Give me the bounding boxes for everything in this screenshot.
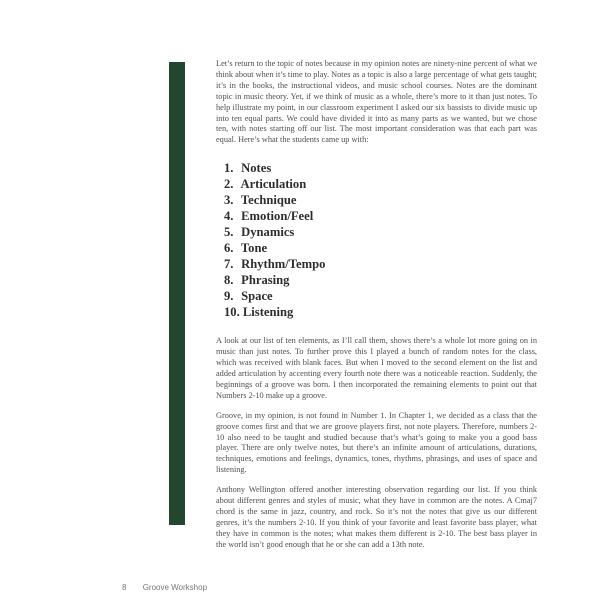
list-item-label: Articulation	[240, 177, 307, 192]
page-footer	[122, 583, 207, 592]
list-item	[224, 160, 537, 176]
intro-paragraph: Let’s return to the topic of notes because in my opinion notes are ninety-nine percent of what we think about when it’s time to play. Notes as a topic is also a large percentage of what gets taught; it’s in the books, the instructional videos, and music school courses. Notes are the dominant topic in music theory. Yet, if we think of music as a whole, there’s more to it than just notes. To help illustrate my point, in our classroom experiment I asked our six bassists to divide music up into ten equal parts. We could have divided it into as many parts as we wanted, but we chose ten, with notes starting off our list. The most important consideration was that each part was equal. Here’s what the students came up with:	[216, 59, 537, 145]
list-item-label: Dynamics	[241, 225, 295, 240]
list-item-number: 3.	[224, 193, 234, 208]
list-item-number: 8.	[224, 273, 234, 288]
page-content	[216, 59, 537, 551]
list-item-number: 9.	[224, 289, 234, 304]
list-item-label: Tone	[240, 241, 268, 256]
list-item	[224, 304, 537, 320]
list-item	[224, 176, 537, 192]
list-item	[224, 272, 537, 288]
list-item-number: 7.	[224, 257, 234, 272]
list-item	[224, 256, 537, 272]
page-number: 8	[122, 583, 127, 592]
list-item-number: 4.	[224, 209, 234, 224]
groove-paragraph: Groove, in my opinion, is not found in Number 1. In Chapter 1, we decided as a class that the groove comes first and that we are groove players first, not note players. Therefore, numbers 2-10 also need to be taught and studied because that’s what’s going to make you a good bass player. There are only twelve notes, but there’s an infinite amount of articulations, durations, techniques, emotions and feelings, dynamics, tones, rhythms, phrasings, and uses of space and listening.	[216, 410, 537, 475]
list-item	[224, 288, 537, 304]
list-item-number: 1.	[224, 161, 234, 176]
list-item-label: Space	[241, 289, 273, 304]
list-item-label: Technique	[240, 193, 297, 208]
chapter-side-bar	[169, 62, 185, 525]
list-item-label: Listening	[242, 305, 294, 320]
wellington-paragraph: Anthony Wellington offered another interesting observation regarding our list. If you think about different genres and styles of music, what they have in common are the notes. A Cmaj7 chord is the same in jazz, country, and rock. So it’s not the notes that give us our different genres, it’s the numbers 2-10. If you think of your favorite and least favorite bass player, what they have in common is the notes; what makes them different is 2-10. The best bass player in the world isn’t good enough that he or she can add a 13th note.	[216, 485, 537, 549]
list-item-number: 2.	[224, 177, 234, 192]
ten-elements-list	[224, 160, 537, 320]
list-item-label: Notes	[241, 161, 272, 176]
list-item	[224, 192, 537, 208]
list-item-label: Rhythm/Tempo	[241, 257, 326, 272]
list-item-number: 6.	[224, 241, 234, 256]
list-item-number: 5.	[224, 225, 234, 240]
list-item-label: Emotion/Feel	[241, 209, 314, 224]
elements-paragraph: A look at our list of ten elements, as I’ll call them, shows there’s a whole lot more going on in music than just notes. To further prove this I played a bunch of random notes for the class, which was received with blank faces. But when I moved to the second element on the list and added articulation by accenting every fourth note there was a noticeable reaction. Suddenly, the beginnings of a groove was born. I then incorporated the remaining elements to point out that Numbers 2-10 make up a groove.	[216, 336, 537, 400]
list-item	[224, 224, 537, 240]
list-item	[224, 208, 537, 224]
running-title: Groove Workshop	[142, 583, 208, 592]
list-item-number: 10.	[224, 305, 240, 320]
list-item	[224, 240, 537, 256]
list-item-label: Phrasing	[241, 273, 290, 288]
